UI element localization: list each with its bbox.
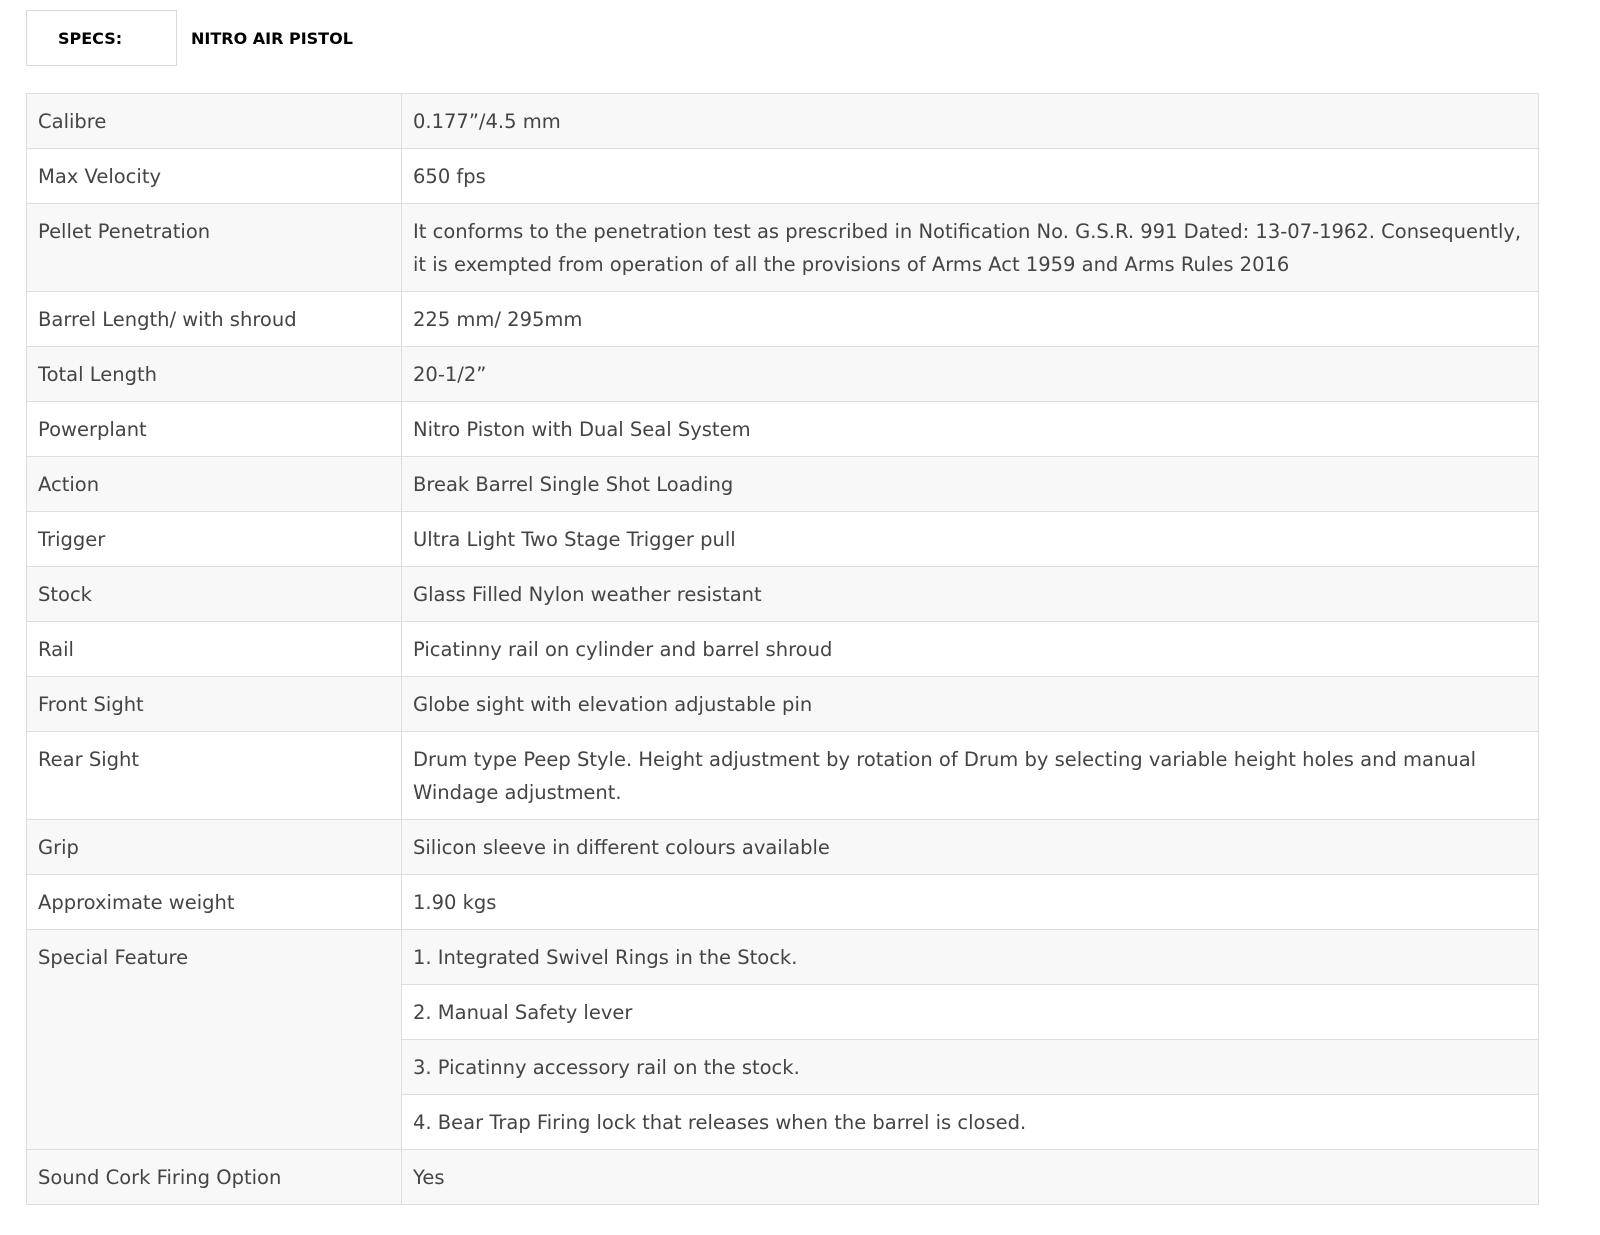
- product-title: NITRO AIR PISTOL: [191, 28, 353, 48]
- spec-value: It conforms to the penetration test as prescribed in Notification No. G.S.R. 991 Dated: 13-07-1962. Consequently, it is exempted from operation of all the provisions of Arms Act 1959 and Arms Rules 2016: [402, 204, 1539, 292]
- table-row-approximate-weight: [27, 875, 1539, 930]
- table-row-powerplant: [27, 402, 1539, 457]
- table-row-sound-cork: [27, 1150, 1539, 1205]
- spec-table: [26, 93, 1539, 1205]
- special-feature-item: 3. Picatinny accessory rail on the stock.: [402, 1040, 1539, 1095]
- spec-value: Silicon sleeve in different colours available: [402, 820, 1539, 875]
- spec-label: Pellet Penetration: [27, 204, 402, 292]
- table-row-pellet-penetration: [27, 204, 1539, 292]
- table-row-rail: [27, 622, 1539, 677]
- spec-value: 0.177”/4.5 mm: [402, 94, 1539, 149]
- special-feature-item: 4. Bear Trap Firing lock that releases when the barrel is closed.: [402, 1095, 1539, 1150]
- spec-label: Special Feature: [27, 930, 402, 1150]
- table-row-calibre: [27, 94, 1539, 149]
- spec-label: Stock: [27, 567, 402, 622]
- spec-label: Front Sight: [27, 677, 402, 732]
- table-row-special-feature: [27, 930, 1539, 985]
- spec-value: 225 mm/ 295mm: [402, 292, 1539, 347]
- spec-value: Glass Filled Nylon weather resistant: [402, 567, 1539, 622]
- spec-value: Globe sight with elevation adjustable pin: [402, 677, 1539, 732]
- special-feature-item: 2. Manual Safety lever: [402, 985, 1539, 1040]
- spec-label: Barrel Length/ with shroud: [27, 292, 402, 347]
- spec-value: 1.90 kgs: [402, 875, 1539, 930]
- spec-label: Total Length: [27, 347, 402, 402]
- spec-label: Sound Cork Firing Option: [27, 1150, 402, 1205]
- spec-label: Calibre: [27, 94, 402, 149]
- spec-value: Ultra Light Two Stage Trigger pull: [402, 512, 1539, 567]
- table-row-trigger: [27, 512, 1539, 567]
- spec-value: Yes: [402, 1150, 1539, 1205]
- spec-value: Drum type Peep Style. Height adjustment by rotation of Drum by selecting variable height holes and manual Windage adjustment.: [402, 732, 1539, 820]
- spec-label: Trigger: [27, 512, 402, 567]
- spec-value: Nitro Piston with Dual Seal System: [402, 402, 1539, 457]
- spec-value: Break Barrel Single Shot Loading: [402, 457, 1539, 512]
- spec-label: Rear Sight: [27, 732, 402, 820]
- table-row-max-velocity: [27, 149, 1539, 204]
- spec-value: Picatinny rail on cylinder and barrel shroud: [402, 622, 1539, 677]
- spec-label: Max Velocity: [27, 149, 402, 204]
- spec-label: Powerplant: [27, 402, 402, 457]
- table-row-front-sight: [27, 677, 1539, 732]
- spec-label: Action: [27, 457, 402, 512]
- special-feature-item: 1. Integrated Swivel Rings in the Stock.: [402, 930, 1539, 985]
- table-row-rear-sight: [27, 732, 1539, 820]
- specs-header: [26, 10, 353, 66]
- spec-value: 20-1/2”: [402, 347, 1539, 402]
- table-row-action: [27, 457, 1539, 512]
- spec-value: 650 fps: [402, 149, 1539, 204]
- table-row-grip: [27, 820, 1539, 875]
- specs-label: SPECS:: [27, 11, 177, 66]
- spec-label: Rail: [27, 622, 402, 677]
- spec-label: Approximate weight: [27, 875, 402, 930]
- spec-label: Grip: [27, 820, 402, 875]
- table-row-barrel-length: [27, 292, 1539, 347]
- table-row-stock: [27, 567, 1539, 622]
- table-row-total-length: [27, 347, 1539, 402]
